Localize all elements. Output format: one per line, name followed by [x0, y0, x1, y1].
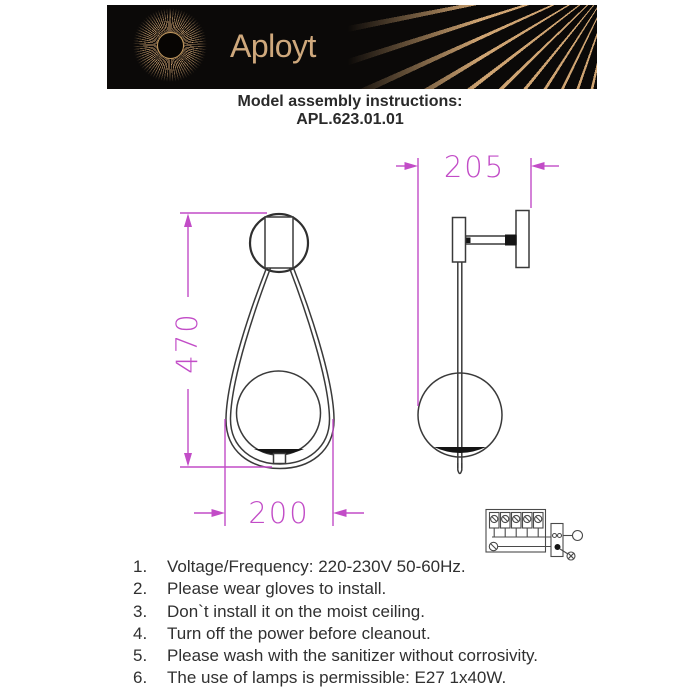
list-item	[133, 556, 603, 578]
list-item	[133, 601, 603, 623]
item-number: 2.	[133, 579, 148, 599]
item-text: Voltage/Frequency: 220-230V 50-60Hz.	[167, 557, 466, 576]
dimension-width	[194, 419, 364, 530]
page-title: Model assembly instructions:	[237, 93, 463, 110]
front-view-drawing	[226, 214, 334, 469]
list-item	[133, 667, 603, 689]
dim-depth-label: 205	[443, 150, 506, 184]
dimension-height	[170, 213, 272, 467]
item-number: 1.	[133, 557, 148, 576]
model-number: APL.623.01.01	[296, 111, 404, 128]
item-text: Please wash with the sanitizer without corrosivity.	[167, 646, 539, 666]
item-text: The use of lamps is permissible: E27 1x40W.	[167, 668, 507, 688]
item-text: Please wear gloves to install.	[167, 579, 387, 599]
dimension-depth	[396, 150, 559, 406]
item-text: Turn off the power before cleanout.	[167, 623, 431, 643]
instruction-list	[133, 556, 603, 690]
list-item	[133, 645, 603, 667]
item-number: 5.	[133, 646, 148, 666]
side-view-drawing	[418, 211, 529, 474]
wiring-diagram	[486, 510, 583, 561]
brand-logotype: Aployt	[230, 28, 316, 64]
item-number: 4.	[133, 623, 148, 643]
item-text: Don`t install it on the moist ceiling.	[167, 601, 425, 621]
item-number: 3.	[133, 601, 148, 621]
item-number: 6.	[133, 668, 148, 688]
list-item	[133, 623, 603, 645]
dim-width-label: 200	[248, 496, 310, 530]
dim-height-label: 470	[170, 312, 204, 374]
list-item	[133, 578, 603, 600]
